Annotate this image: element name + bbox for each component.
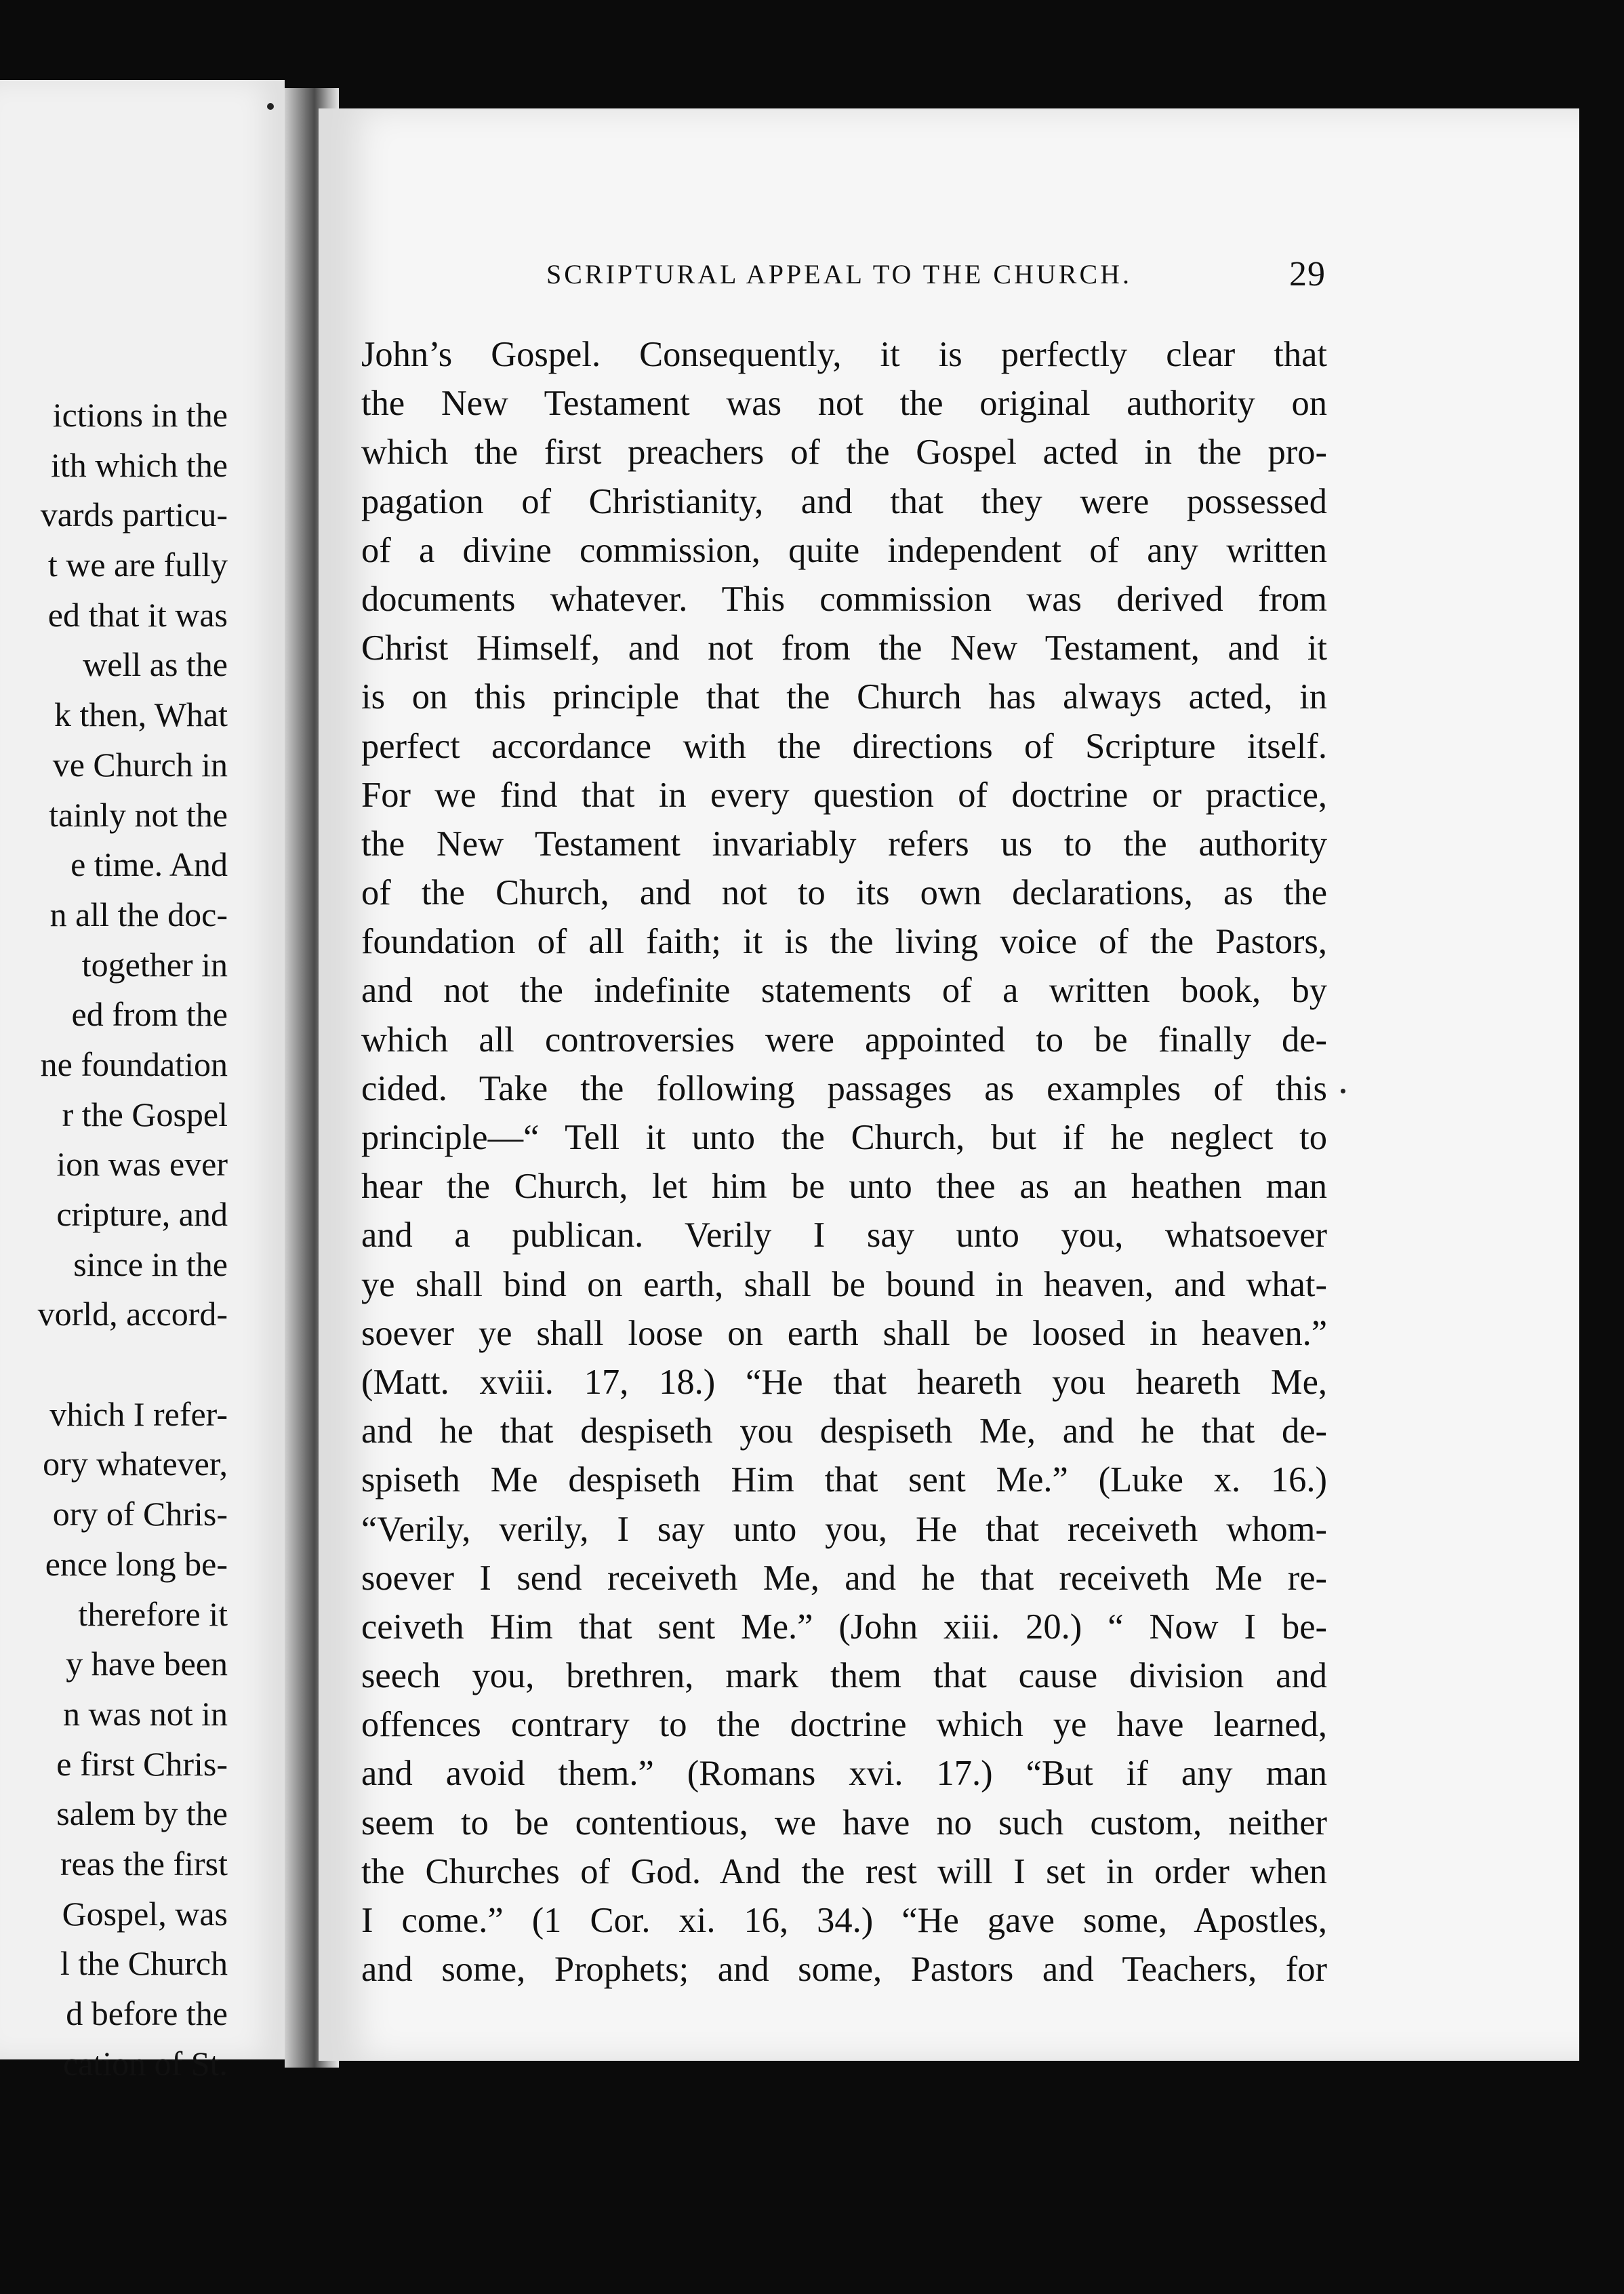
text-line: ye shall bind on earth, shall be bound in heaven, and what- xyxy=(361,1264,1327,1304)
text-line: “Verily, verily, I say unto you, He that receiveth whom- xyxy=(361,1509,1327,1549)
page-number: 29 xyxy=(1289,255,1326,294)
text-line: seech you, brethren, mark them that cause division and xyxy=(361,1656,1327,1696)
left-line: together in xyxy=(81,945,228,984)
text-line: the New Testament was not the original authority on xyxy=(361,384,1327,424)
left-line: ve Church in xyxy=(52,745,228,784)
text-line: principle—“ Tell it unto the Church, but if he neglect to xyxy=(361,1118,1327,1157)
text-line: ceiveth Him that sent Me.” (John xiii. 20.) “ Now I be- xyxy=(361,1607,1327,1647)
text-line: cided. Take the following passages as examples of this xyxy=(361,1068,1327,1108)
left-line: d before the xyxy=(66,1994,228,2032)
running-head-title: SCRIPTURAL APPEAL TO THE CHURCH. xyxy=(546,259,1133,289)
left-line: cripture, and xyxy=(56,1195,228,1233)
text-line: the Churches of God. And the rest will I set in order when xyxy=(361,1851,1327,1891)
left-line: vards particu- xyxy=(40,496,228,534)
text-line: foundation of all faith; it is the living voice of the Pastors, xyxy=(361,922,1327,962)
left-line: e time. And xyxy=(70,845,228,884)
left-line: n all the doc- xyxy=(49,895,228,933)
left-line: ictions in the xyxy=(52,396,228,434)
facing-left-page xyxy=(0,80,285,2082)
text-line: soever ye shall loose on earth shall be loosed in heaven.” xyxy=(361,1313,1327,1353)
text-line: hear the Church, let him be unto thee as an heathen man xyxy=(361,1167,1327,1207)
text-line: pagation of Christianity, and that they were possessed xyxy=(361,481,1327,521)
ink-speck xyxy=(1341,1089,1345,1093)
left-line: ory of Chris- xyxy=(52,1495,228,1533)
left-line: salem by the xyxy=(56,1794,228,1833)
left-line: r the Gospel xyxy=(62,1095,228,1133)
text-line: which all controversies were appointed to be finally de- xyxy=(361,1020,1327,1060)
left-line: cation of St. xyxy=(62,2044,228,2082)
left-page-text xyxy=(0,390,285,2089)
text-line: and some, Prophets; and some, Pastors and Teachers, for xyxy=(361,1950,1327,1990)
text-line: soever I send receiveth Me, and he that receiveth Me re- xyxy=(361,1558,1327,1598)
text-line: and not the indefinite statements of a written book, by xyxy=(361,971,1327,1011)
left-line: ence long be- xyxy=(45,1544,228,1583)
left-line: well as the xyxy=(83,645,228,684)
text-line: which the first preachers of the Gospel acted in the pro- xyxy=(361,432,1327,472)
left-line: reas the first xyxy=(60,1844,228,1883)
text-line: and a publican. Verily I say unto you, whatsoever xyxy=(361,1215,1327,1255)
text-line: I come.” (1 Cor. xi. 16, 34.) “He gave some, Apostles, xyxy=(361,1901,1327,1940)
text-line: of a divine commission, quite independent of any written xyxy=(361,530,1327,570)
left-line: ed that it was xyxy=(47,595,228,634)
left-line: vhich I refer- xyxy=(49,1394,228,1433)
text-line: documents whatever. This commission was derived from xyxy=(361,579,1327,619)
left-line: n was not in xyxy=(62,1694,228,1733)
left-line: y have been xyxy=(66,1645,228,1683)
running-head xyxy=(546,251,1326,298)
left-line: l the Church xyxy=(60,1944,228,1983)
text-line: seem to be contentious, we have no such custom, neither xyxy=(361,1803,1327,1843)
text-line: the New Testament invariably refers us to the authority xyxy=(361,824,1327,864)
left-line: Gospel, was xyxy=(62,1894,228,1933)
left-line: vorld, accord- xyxy=(37,1295,228,1333)
text-line: For we find that in every question of doctrine or practice, xyxy=(361,775,1327,815)
left-line: since in the xyxy=(73,1245,228,1283)
text-line: Christ Himself, and not from the New Testament, and it xyxy=(361,628,1327,668)
text-line: of the Church, and not to its own declarations, as the xyxy=(361,873,1327,913)
left-line: ed from the xyxy=(71,995,228,1034)
left-line: t we are fully xyxy=(47,546,228,584)
left-line: e first Chris- xyxy=(56,1744,228,1783)
left-line: tainly not the xyxy=(49,795,228,834)
text-line: and avoid them.” (Romans xvi. 17.) “But if any man xyxy=(361,1754,1327,1794)
text-line: offences contrary to the doctrine which ye have learned, xyxy=(361,1705,1327,1745)
left-line: therefore it xyxy=(78,1594,228,1633)
left-line: ne foundation xyxy=(40,1045,228,1083)
left-line: k then, What xyxy=(54,696,228,734)
left-line: ith which the xyxy=(50,445,228,484)
text-line: (Matt. xviii. 17, 18.) “He that heareth you heareth Me, xyxy=(361,1362,1327,1402)
body-text xyxy=(361,330,1327,1994)
left-line: ory whatever, xyxy=(43,1445,228,1483)
text-line: spiseth Me despiseth Him that sent Me.” (Luke x. 16.) xyxy=(361,1460,1327,1500)
text-line: John’s Gospel. Consequently, it is perfectly clear that xyxy=(361,335,1327,374)
left-line: ion was ever xyxy=(56,1145,228,1184)
text-line: and he that despiseth you despiseth Me, and he that de- xyxy=(361,1411,1327,1451)
text-line: is on this principle that the Church has always acted, in xyxy=(361,677,1327,717)
ink-speck xyxy=(267,103,274,110)
left-line xyxy=(0,1340,285,1390)
text-line: perfect accordance with the directions of Scripture itself. xyxy=(361,726,1327,766)
